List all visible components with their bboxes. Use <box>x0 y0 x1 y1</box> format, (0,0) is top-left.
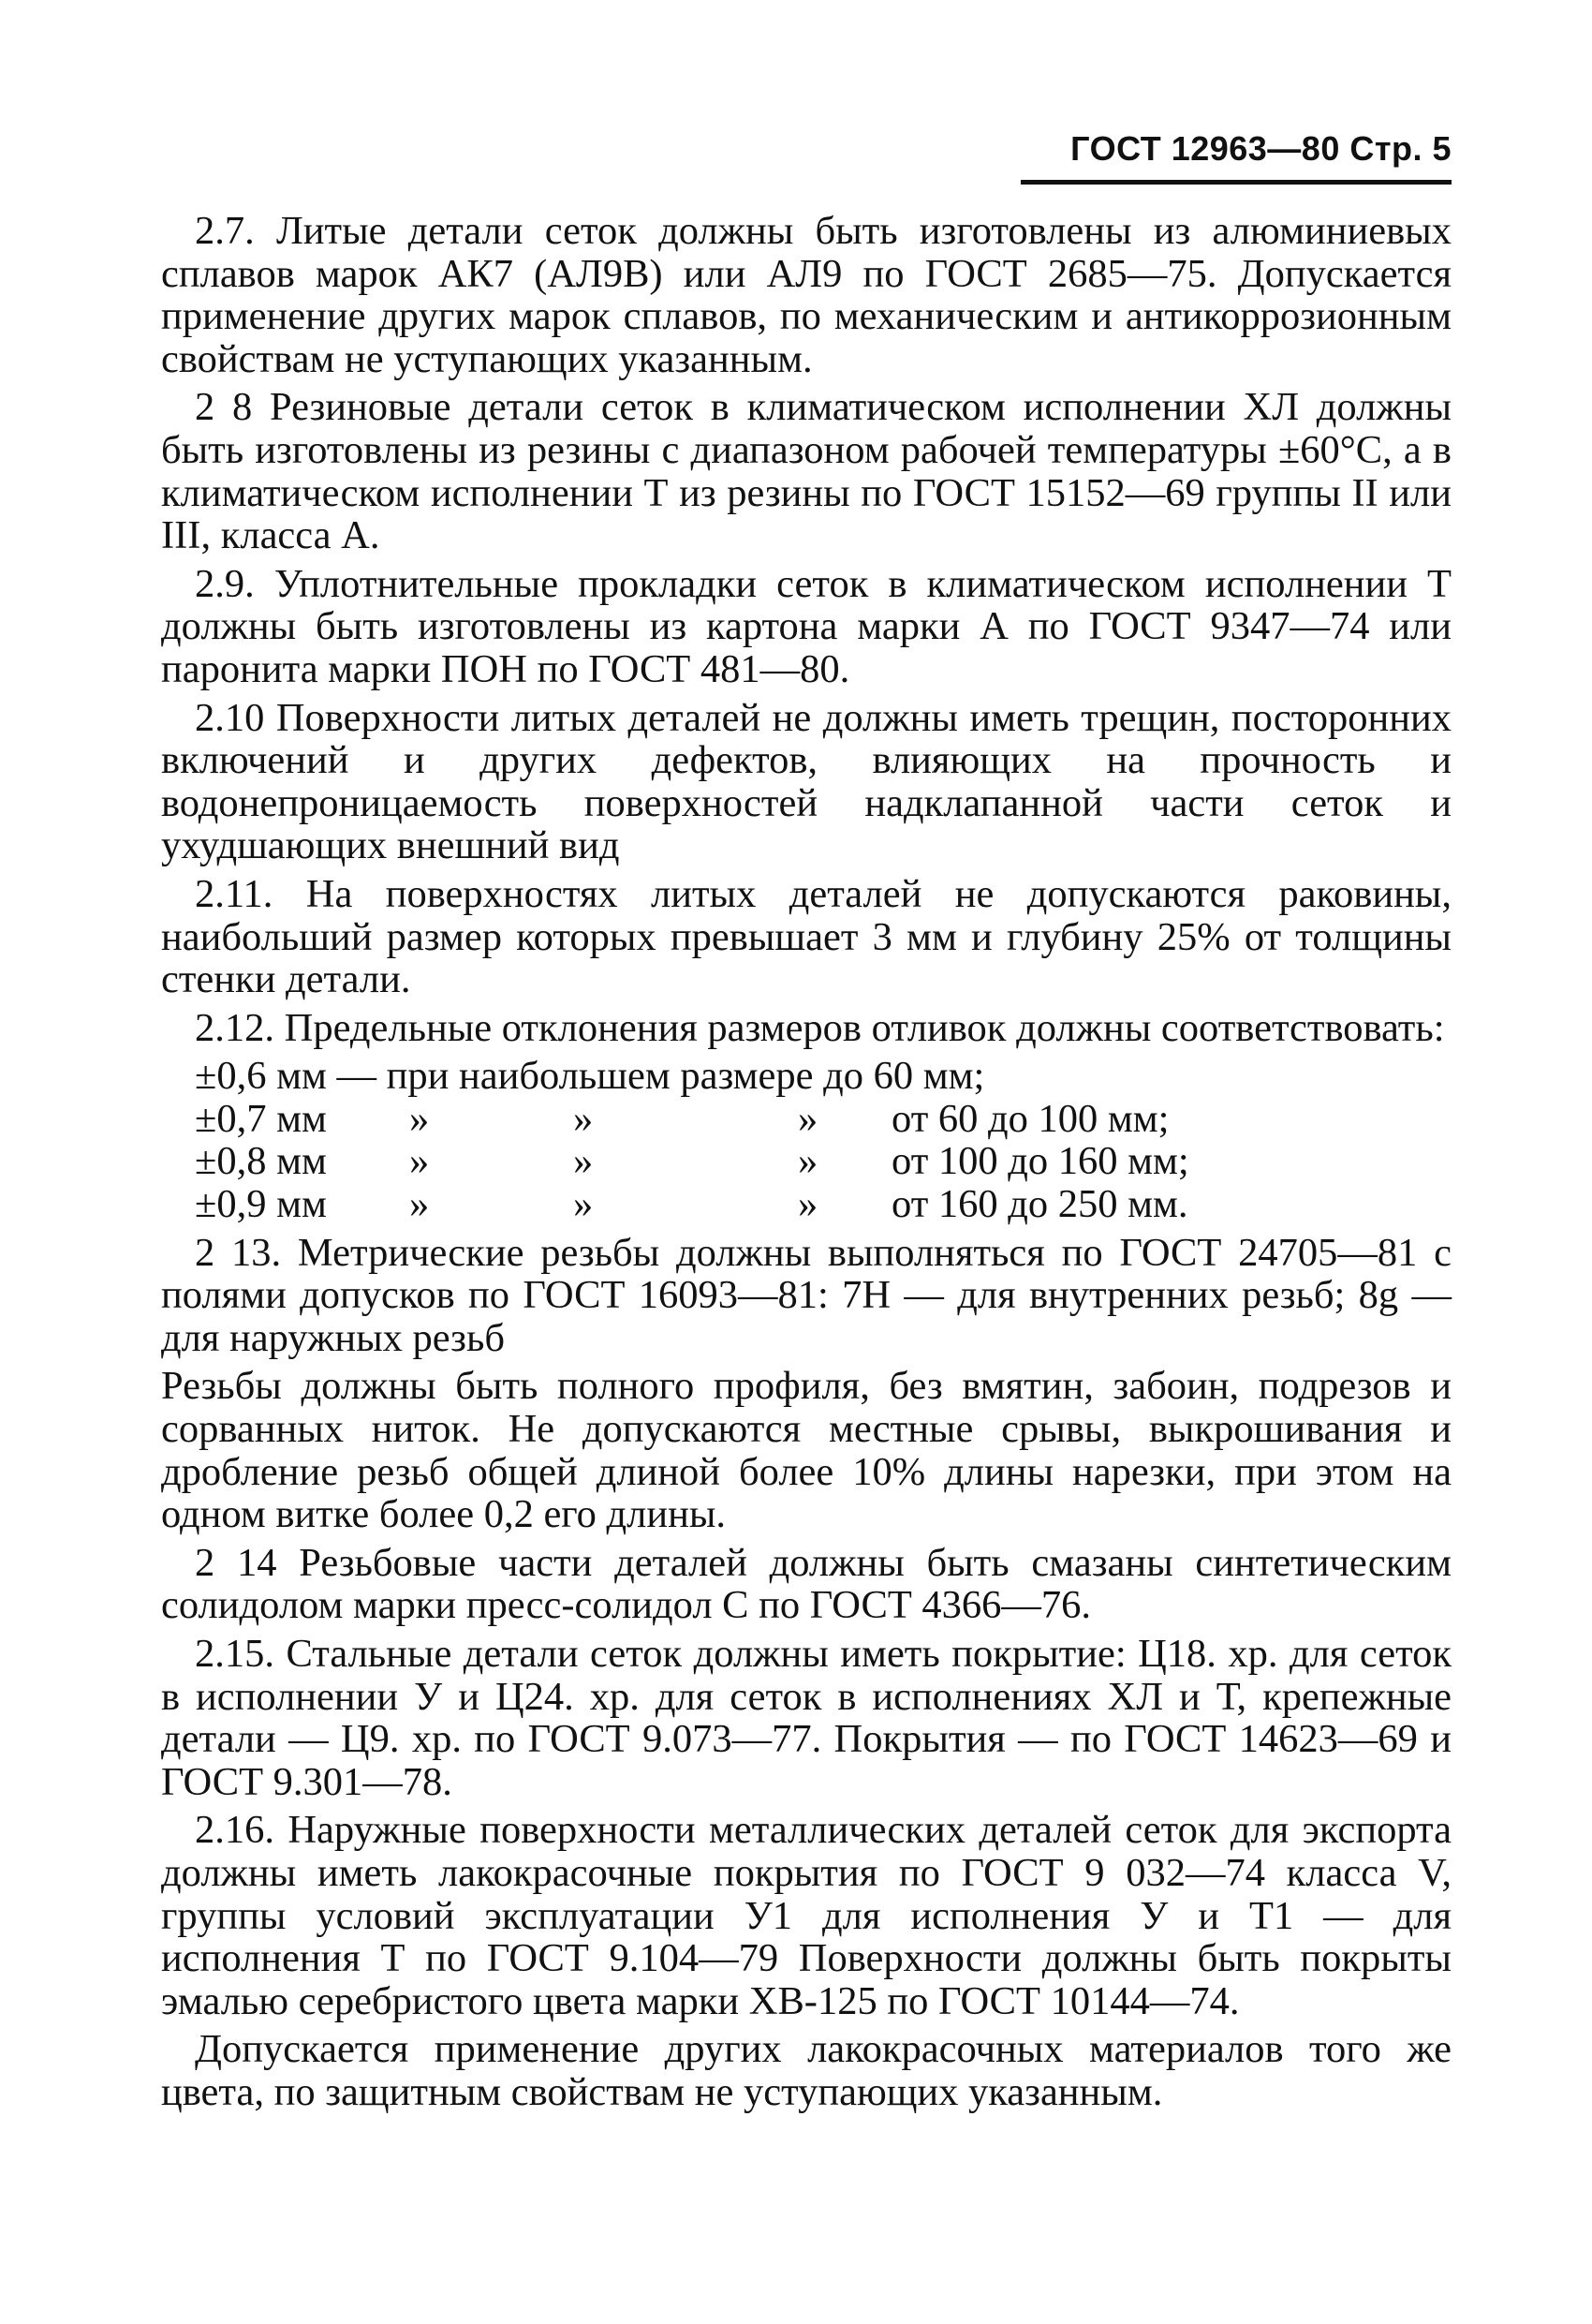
paragraph-2-12: 2.12. Предельные отклонения размеров отливок должны соответствовать: <box>195 1005 1445 1050</box>
ditto-mark: » <box>573 1139 594 1184</box>
paragraph-2-13: 2 13. Метрические резьбы должны выполняться по ГОСТ 24705—81 с полями допусков по ГОСТ 16093—81: 7Н — для внутренних резьб; 8g — для наружных резьб <box>161 1230 1452 1360</box>
paragraph-2-8: 2 8 Резиновые детали сеток в климатическом исполнении ХЛ должны быть изготовлены из резины с диапазоном рабочей температуры ±60°С, а в климатическом исполнении Т из резины по ГОСТ 15152—69 группы II или III, класса А. <box>161 385 1452 558</box>
tolerance-list <box>161 1055 1452 1225</box>
ditto-mark: » <box>573 1182 594 1227</box>
paragraph-2-16-note: Допускается применение других лакокрасочных материалов того же цвета, по защитным свойствам не уступающих указанным. <box>161 2027 1452 2114</box>
ditto-mark: » <box>798 1096 818 1141</box>
paragraph-2-14: 2 14 Резьбовые части деталей должны быть смазаны синтетическим солидолом марки пресс-солидол С по ГОСТ 4366—76. <box>161 1540 1452 1628</box>
tolerance-value: ±0,7 мм <box>195 1096 327 1141</box>
tolerance-value: ±0,6 мм — при наибольшем размере до 60 мм; <box>195 1054 985 1099</box>
tolerance-range: от 160 до 250 мм. <box>892 1182 1188 1227</box>
tolerance-row <box>161 1055 1452 1098</box>
paragraph-2-10: 2.10 Поверхности литых деталей не должны иметь трещин, посторонних включений и других дефектов, влияющих на прочность и водонепроницаемость поверхностей надклапанной части сеток и ухудшающих внешний вид <box>161 695 1452 868</box>
page-header: ГОСТ 12963—80 Стр. 5 <box>1070 129 1452 168</box>
paragraph-2-9: 2.9. Уплотнительные прокладки сеток в климатическом исполнении Т должны быть изготовлены из картона марки А по ГОСТ 9347—74 или паронита марки ПОН по ГОСТ 481—80. <box>161 561 1452 691</box>
ditto-mark: » <box>798 1182 818 1227</box>
paragraph-2-11: 2.11. На поверхностях литых деталей не допускаются раковины, наибольший размер которых превышает 3 мм и глубину 25% от толщины стенки детали. <box>161 871 1452 1002</box>
ditto-mark: » <box>409 1182 430 1227</box>
tolerance-range: от 60 до 100 мм; <box>892 1096 1170 1141</box>
tolerance-value: ±0,8 мм <box>195 1139 327 1184</box>
ditto-mark: » <box>409 1139 430 1184</box>
ditto-mark: » <box>409 1096 430 1141</box>
tolerance-row <box>161 1098 1452 1141</box>
ditto-mark: » <box>573 1096 594 1141</box>
paragraph-2-15: 2.15. Стальные детали сеток должны иметь покрытие: Ц18. хр. для сеток в исполнении У и Ц24. хр. для сеток в исполнениях ХЛ и Т, крепежные детали — Ц9. хр. по ГОСТ 9.073—77. Покрытия — по ГОСТ 14623—69 и ГОСТ 9.301—78. <box>161 1632 1452 1804</box>
tolerance-value: ±0,9 мм <box>195 1182 327 1227</box>
header-rule <box>1021 180 1452 185</box>
paragraph-2-16: 2.16. Наружные поверхности металлических деталей сеток для экспорта должны иметь лакокрасочные покрытия по ГОСТ 9 032—74 класса V, группы условий эксплуатации У1 для исполнения У и Т1 — для исполнения Т по ГОСТ 9.104—79 Поверхности должны быть покрыты эмалью серебристого цвета марки ХВ-125 по ГОСТ 10144—74. <box>161 1808 1452 2023</box>
document-body <box>161 210 1452 2120</box>
paragraph-2-7: 2.7. Литые детали сеток должны быть изготовлены из алюминиевых сплавов марок АК7 (АЛ9В) или АЛ9 по ГОСТ 2685—75. Допускается применение других марок сплавов, по механическим и антикоррозионным свойствам не уступающих указанным. <box>161 209 1452 381</box>
tolerance-row <box>161 1140 1452 1183</box>
tolerance-row <box>161 1183 1452 1226</box>
tolerance-range: от 100 до 160 мм; <box>892 1139 1189 1184</box>
ditto-mark: » <box>798 1139 818 1184</box>
paragraph-2-13-threads: Резьбы должны быть полного профиля, без вмятин, забоин, подрезов и сорванных ниток. Не допускаются местные срывы, выкрошивания и дробление резьб общей длиной более 10% длины нарезки, при этом на одном витке более 0,2 его длины. <box>161 1364 1452 1537</box>
